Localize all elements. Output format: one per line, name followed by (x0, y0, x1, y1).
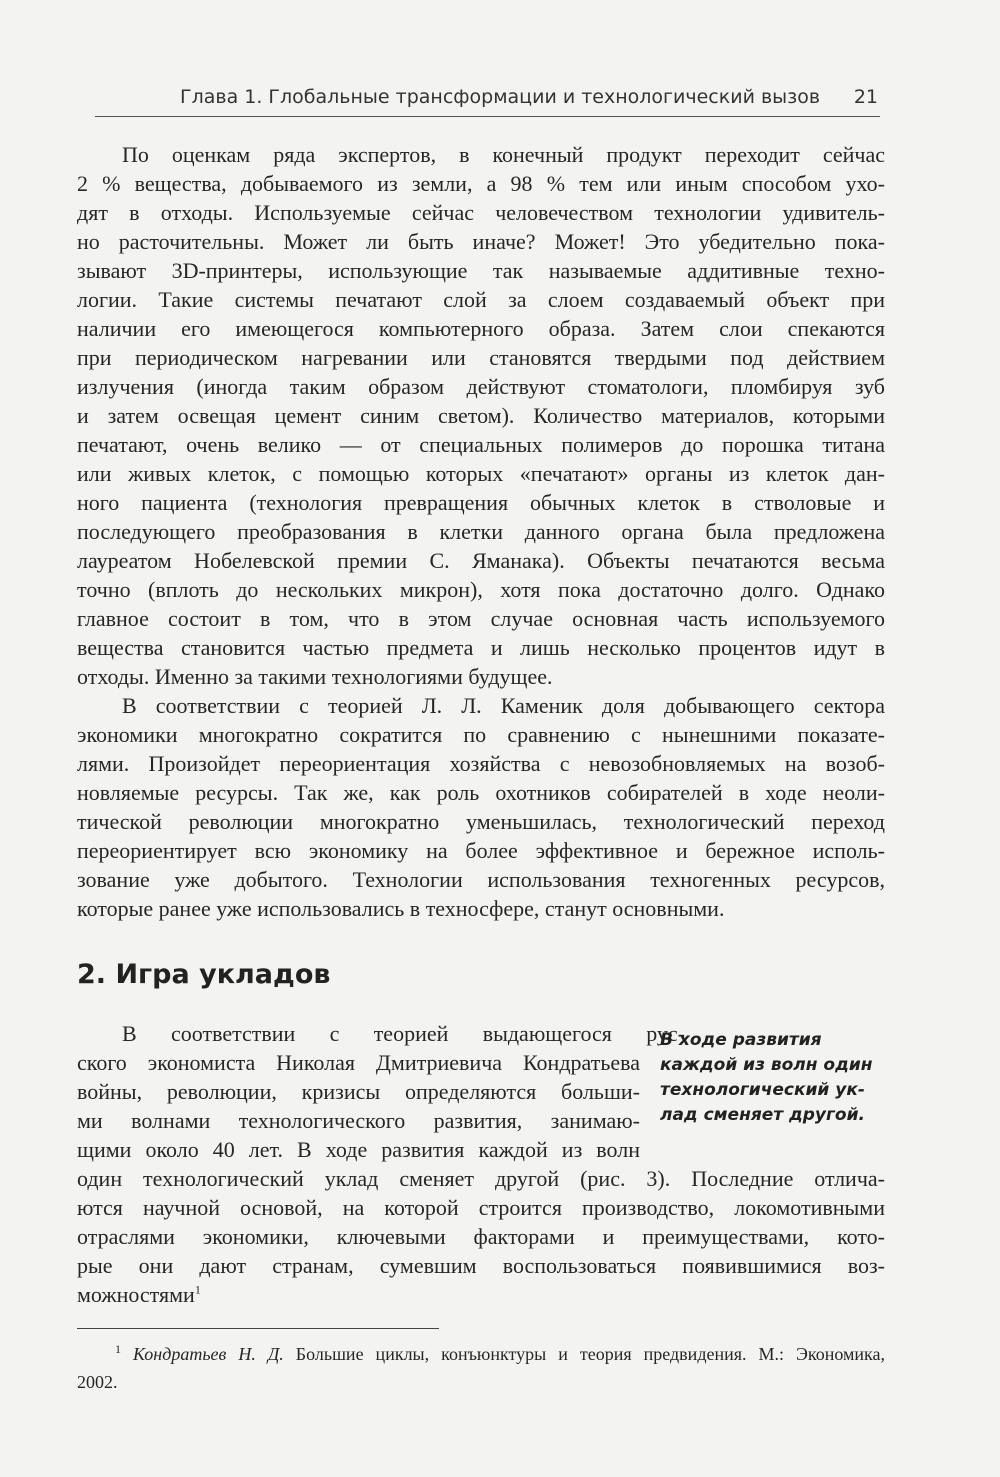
text-line: В соответствии с теорией Л. Л. Каменик доля добывающего сектора (122, 693, 885, 718)
text-line: По оценкам ряда экспертов, в конечный продукт переходит сейчас (122, 142, 885, 167)
text-line: один технологический уклад сменяет другой (рис. 3). Последние отлича- (77, 1166, 885, 1191)
text-line: излучения (иногда таким образом действуют стоматологи, пломбируя зуб (77, 374, 885, 399)
text-line: переориентирует всю экономику на более эффективное и бережное исполь- (77, 838, 885, 863)
text-line: зывают 3D-принтеры, использующие так называемые аддитивные техно- (77, 258, 885, 283)
text-line: тической революции многократно уменьшилась, технологический переход (77, 809, 885, 834)
text-line: лями. Произойдет переориентация хозяйства с невозобновляемых на возоб- (77, 751, 885, 776)
text-line: или живых клеток, с помощью которых «печатают» органы из клеток дан- (77, 461, 885, 486)
text-line: 2 % вещества, добываемого из земли, а 98 % тем или иным способом ухо- (77, 171, 885, 196)
footnote-author: Кондратьев Н. Д. (133, 1344, 284, 1364)
running-header (95, 82, 880, 117)
section-heading: 2. Игра укладов (77, 959, 331, 990)
footnote-divider (77, 1328, 439, 1329)
text-line: ного пациента (технология превращения обычных клеток в стволовые и (77, 490, 885, 515)
text-line: вещества становится частью предмета и лишь несколько процентов идут в (77, 635, 885, 660)
text-line: ми волнами технологического развития, занимаю- (77, 1108, 640, 1133)
text-line: печатают, очень велико — от специальных полимеров до порошка титана (77, 432, 885, 457)
text-line: последующего преобразования в клетки данного органа была предложена (77, 519, 885, 544)
sidebar-quote-line: лад сменяет другой. (660, 1105, 865, 1125)
text-line: рые они дают странам, сумевшим воспользоваться появившимися воз- (77, 1253, 885, 1278)
running-header-title: Глава 1. Глобальные трансформации и технологический вызов (180, 86, 821, 108)
paragraph-3-end (77, 1280, 885, 1309)
paragraph-1 (77, 140, 885, 691)
text-line: В соответствии с теорией выдающегося рус- (122, 1021, 685, 1046)
text-line: при периодическом нагревании или становятся твердыми под действием (77, 345, 885, 370)
sidebar-quote (660, 1028, 885, 1128)
main-text-column (77, 140, 885, 1309)
text-line: дят в отходы. Используемые сейчас человечеством технологии удивитель- (77, 200, 885, 225)
footnote-line (77, 1340, 885, 1368)
text-line: ются научной основой, на которой строится производство, локомотивными (77, 1195, 885, 1220)
text-line: войны, революции, кризисы определяются больши- (77, 1079, 640, 1104)
footnote-reference[interactable]: 1 (194, 1282, 201, 1297)
text-line: точно (вплоть до нескольких микрон), хотя пока достаточно долго. Однако (77, 577, 885, 602)
text-line: ского экономиста Николая Дмитриевича Кондратьева (77, 1050, 640, 1075)
text-line: и затем освещая цемент синим светом). Количество материалов, которыми (77, 403, 885, 428)
text-line: экономики многократно сократится по сравнению с нынешними показате- (77, 722, 885, 747)
sidebar-quote-line: В ходе развития (660, 1030, 822, 1050)
text-line: отходы. Именно за такими технологиями будущее. (77, 664, 553, 689)
text-line: главное состоит в том, что в этом случае основная часть используемого (77, 606, 885, 631)
text-line: лауреатом Нобелевской премии С. Яманака). Объекты печатаются весьма (77, 548, 885, 573)
text-line-content: можностями (77, 1282, 195, 1307)
footnote (77, 1340, 885, 1396)
text-line: новляемые ресурсы. Так же, как роль охотников собирателей в ходе неоли- (77, 780, 885, 805)
text-line: зование уже добытого. Технологии использования техногенных ресурсов, (77, 867, 885, 892)
text-line: отраслями экономики, ключевыми факторами и преимуществами, кото- (77, 1224, 885, 1249)
text-line: логии. Такие системы печатают слой за слоем создаваемый объект при (77, 287, 885, 312)
text-line (77, 1280, 885, 1309)
paragraph-3-full (77, 1164, 885, 1280)
footnote-line: 2002. (77, 1372, 118, 1392)
page-number: 21 (853, 86, 878, 108)
paragraph-2 (77, 691, 885, 923)
text-line: наличии его имеющегося компьютерного образа. Затем слои спекаются (77, 316, 885, 341)
sidebar-quote-line: технологический ук- (660, 1080, 865, 1100)
sidebar-quote-line: каждой из волн один (660, 1055, 873, 1075)
text-line: которые ранее уже использовались в техносфере, станут основными. (77, 896, 725, 921)
footnote-text: Большие циклы, конъюнктуры и теория предвидения. М.: Экономика, (283, 1344, 886, 1364)
text-line: щими около 40 лет. В ходе развития каждой из волн (77, 1137, 640, 1162)
footnote-number: 1 (115, 1342, 121, 1356)
text-line: но расточительны. Может ли быть иначе? Может! Это убедительно пока- (77, 229, 885, 254)
